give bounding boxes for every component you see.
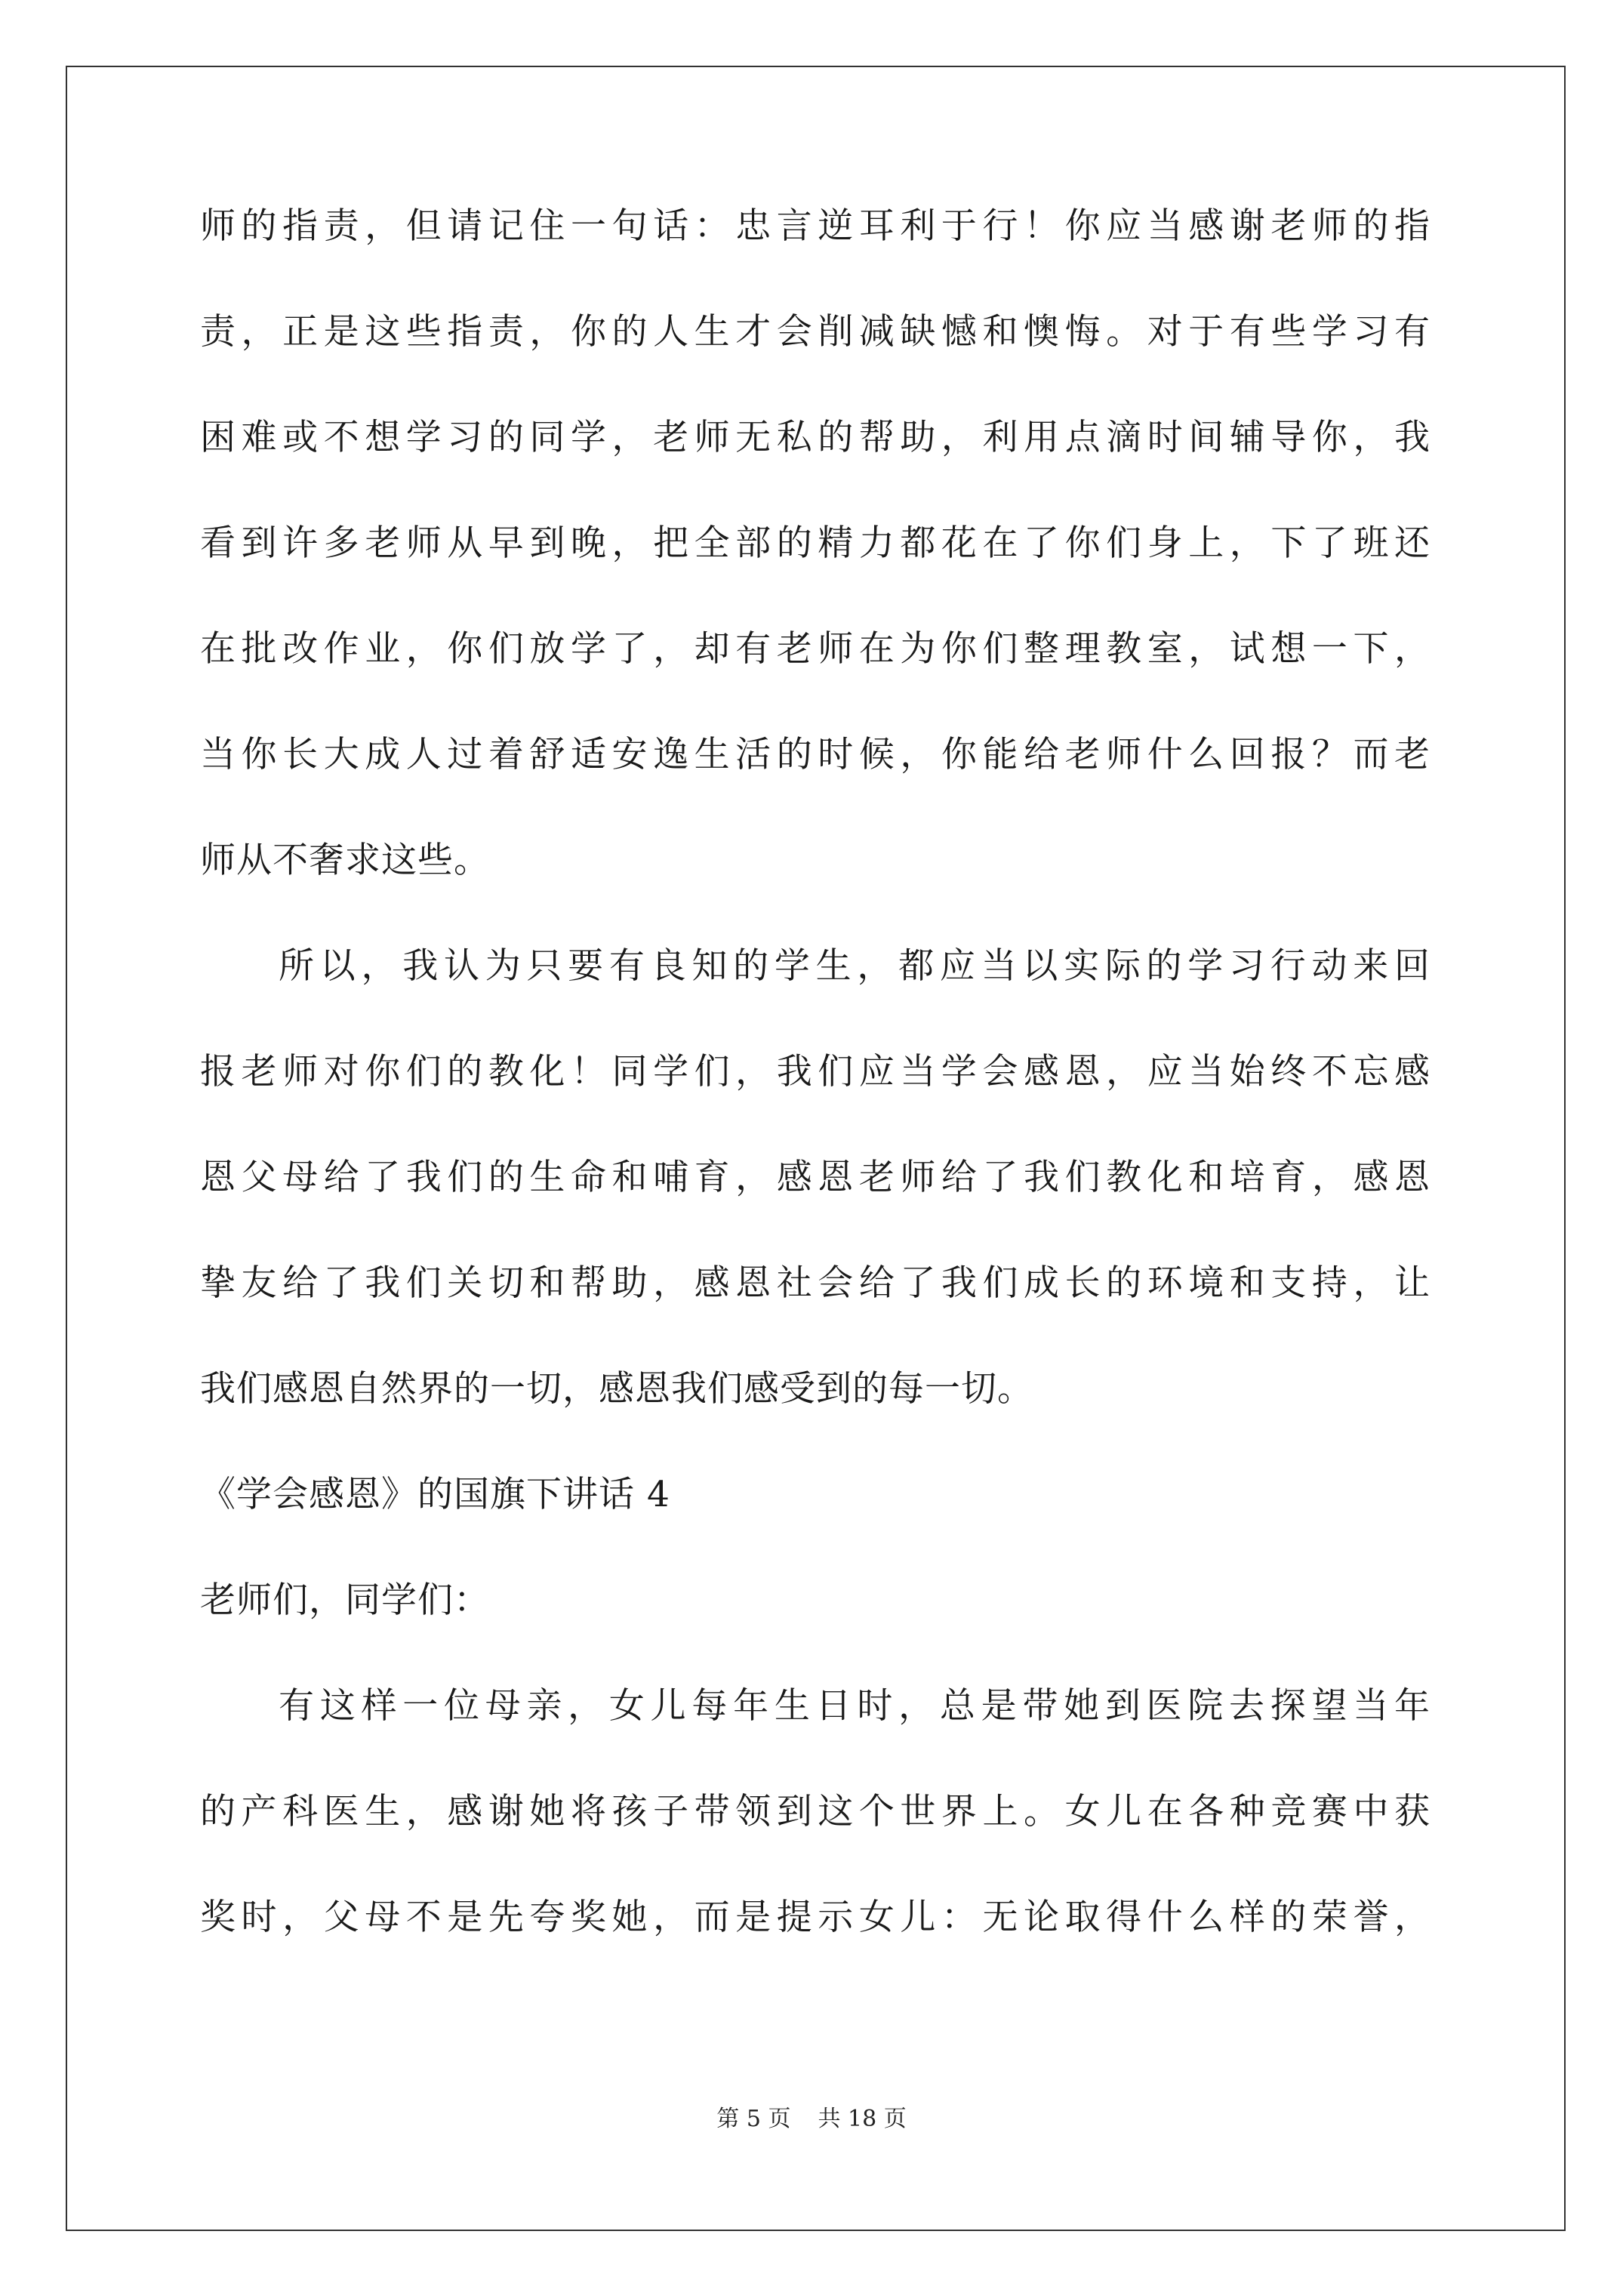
text-line: 挚友给了我们关切和帮助，感恩社会给了我们成长的环境和支持，让 [200, 1262, 1431, 1304]
section-heading: 《学会感恩》的国旗下讲话 4 [200, 1474, 670, 1515]
text-line: 恩父母给了我们的生命和哺育，感恩老师给了我们教化和培育，感恩 [200, 1157, 1431, 1198]
salutation: 老师们，同学们： [200, 1579, 490, 1621]
text-line: 看到许多老师从早到晚，把全部的精力都花在了你们身上，下了班还 [200, 522, 1431, 564]
page-footer [0, 2106, 1623, 2132]
paragraph-start-line: 有这样一位母亲，女儿每年生日时，总是带她到医院去探望当年 [279, 1685, 1431, 1727]
text-line: 师的指责，但请记住一句话：忠言逆耳利于行！你应当感谢老师的指 [200, 205, 1431, 247]
text-line: 奖时，父母不是先夸奖她，而是提示女儿：无论取得什么样的荣誉， [200, 1897, 1431, 1938]
text-line: 责，正是这些指责，你的人生才会削减缺憾和懊悔。对于有些学习有 [200, 311, 1431, 353]
text-line: 我们感恩自然界的一切，感恩我们感受到的每一切。 [200, 1368, 1033, 1410]
paragraph-start-line: 所以，我认为只要有良知的学生，都应当以实际的学习行动来回 [279, 945, 1431, 987]
text-line: 师从不奢求这些。 [200, 840, 490, 881]
text-line: 报老师对你们的教化！同学们，我们应当学会感恩，应当始终不忘感 [200, 1051, 1431, 1093]
text-line: 困难或不想学习的同学，老师无私的帮助，利用点滴时间辅导你，我 [200, 417, 1431, 458]
text-line: 在批改作业，你们放学了，却有老师在为你们整理教室，试想一下， [200, 628, 1431, 670]
page-number: 第 5 页 [716, 2106, 791, 2132]
text-line: 的产科医生，感谢她将孩子带领到这个世界上。女儿在各种竞赛中获 [200, 1791, 1431, 1832]
document-body [200, 205, 1431, 2005]
page-total: 共 18 页 [818, 2106, 907, 2132]
text-line: 当你长大成人过着舒适安逸生活的时候，你能给老师什么回报？而老 [200, 734, 1431, 775]
